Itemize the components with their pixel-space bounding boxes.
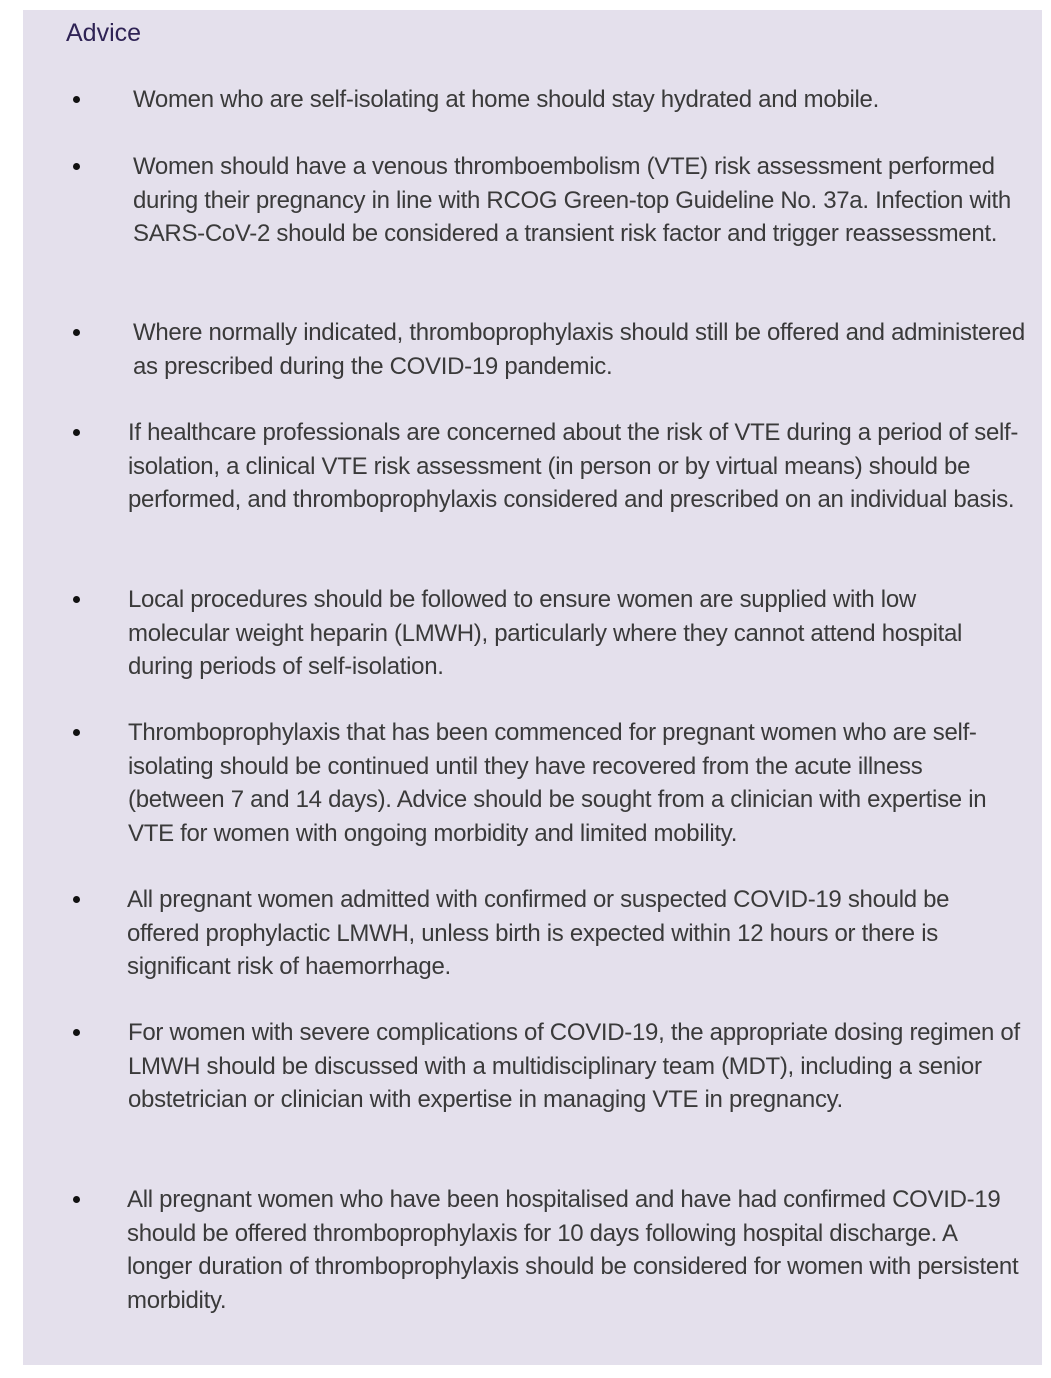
bullet-icon xyxy=(73,729,80,736)
list-item-text: Women who are self-isolating at home should stay hydrated and mobile. xyxy=(133,86,879,113)
bullet-icon xyxy=(73,329,80,336)
list-item-text: Women should have a venous thromboembolism (VTE) risk assessment performed during their pregnancy in line with RCOG Green-top Guideline No. 37a. Infection with SARS-CoV-2 should be considered a transient risk factor and trigger reassessment. xyxy=(133,153,1011,247)
list-item-text: Thromboprophylaxis that has been commenced for pregnant women who are self-isolating should be continued until they have recovered from the acute illness (between 7 and 14 days). Advice should be sought from a clinician with expertise in VTE for women with ongoing morbidity and limited mobility. xyxy=(128,719,987,847)
bullet-icon xyxy=(73,896,80,903)
bullet-icon xyxy=(73,163,80,170)
list-item-text: All pregnant women who have been hospitalised and have had confirmed COVID-19 should be offered thromboprophylaxis for 10 days following hospital discharge. A longer duration of thromboprophylaxis should be considered for women with persistent morbidity. xyxy=(127,1186,1019,1314)
list-item-text: If healthcare professionals are concerned about the risk of VTE during a period of self-isolation, a clinical VTE risk assessment (in person or by virtual means) should be performed, and thromboprophylaxis considered and prescribed on an individual basis. xyxy=(128,419,1019,513)
bullet-icon xyxy=(73,1029,80,1036)
list-item-text: Local procedures should be followed to ensure women are supplied with low molecular weight heparin (LMWH), particularly where they cannot attend hospital during periods of self-isolation. xyxy=(128,586,963,680)
list-item-text: All pregnant women admitted with confirmed or suspected COVID-19 should be offered prophylactic LMWH, unless birth is expected within 12 hours or there is significant risk of haemorrhage. xyxy=(127,886,950,980)
list-item-text: Where normally indicated, thromboprophylaxis should still be offered and administered as prescribed during the COVID-19 pandemic. xyxy=(133,319,1025,380)
bullet-icon xyxy=(73,429,80,436)
list-item-text: For women with severe complications of COVID-19, the appropriate dosing regimen of LMWH should be discussed with a multidisciplinary team (MDT), including a senior obstetrician or clinician with expertise in managing VTE in pregnancy. xyxy=(128,1019,1020,1113)
advice-box xyxy=(23,10,1042,1365)
bullet-icon xyxy=(73,1196,80,1203)
bullet-icon xyxy=(73,96,80,103)
advice-heading: Advice xyxy=(66,19,142,47)
bullet-icon xyxy=(73,596,80,603)
